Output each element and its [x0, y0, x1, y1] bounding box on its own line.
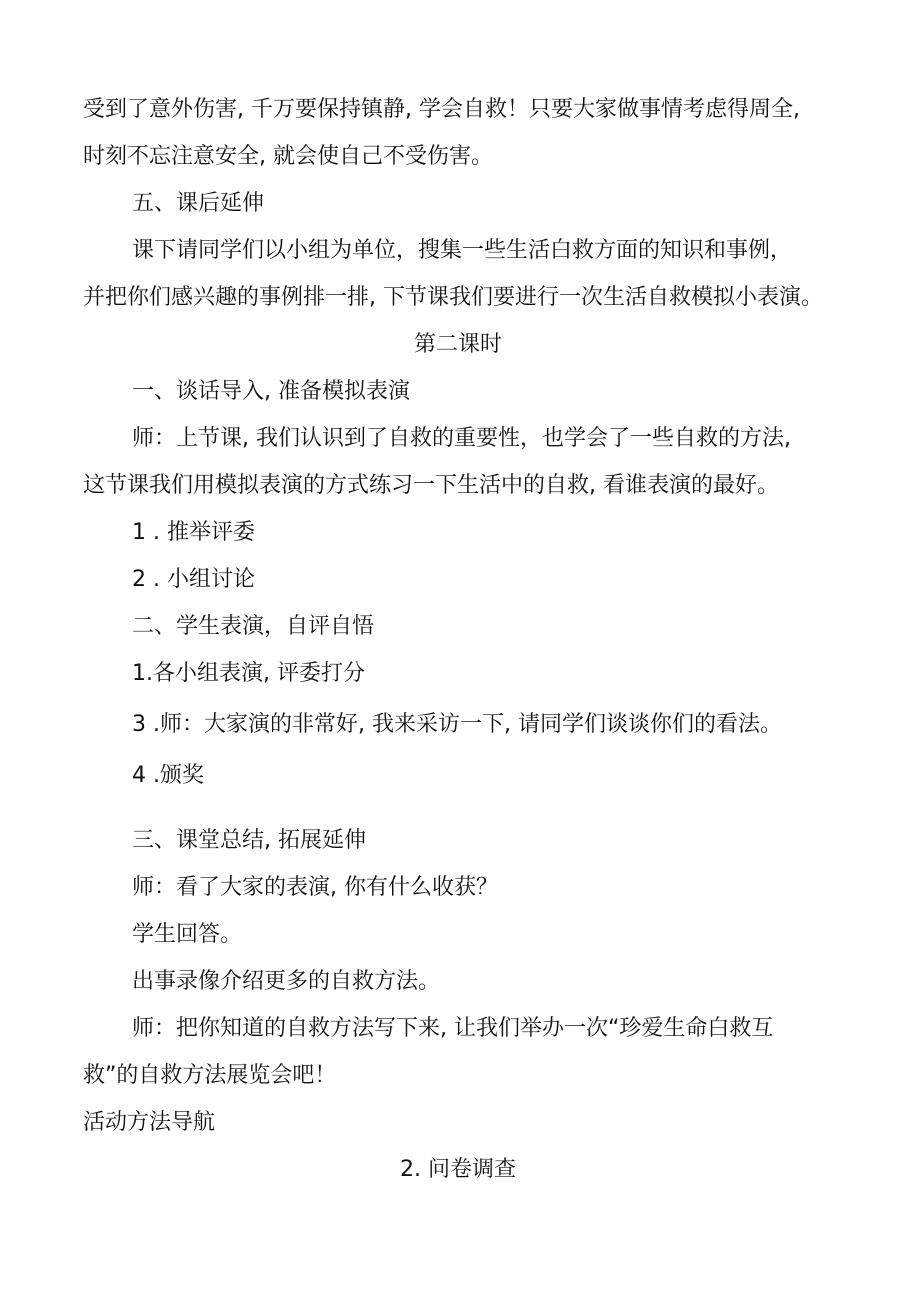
section-heading: 五、课后延伸	[132, 191, 265, 216]
paragraph-line: 师：看了大家的表演, 你有什么收获？	[132, 875, 498, 900]
paragraph-line: 课下请同学们以小组为单位，搜集一些生活白救方面的知识和事例，	[132, 238, 793, 263]
list-item: 1.各小组表演, 评委打分	[132, 661, 365, 686]
paragraph-line: 这节课我们用模拟表演的方式练习一下生活中的自救, 看谁表演的最好。	[83, 473, 779, 498]
section-heading: 一、谈话导入, 准备模拟表演	[132, 379, 410, 404]
paragraph-line: 师：把你知道的自救方法写下来, 让我们举办一次“珍爱生命白救互	[132, 1016, 774, 1041]
paragraph-line: 受到了意外伤害, 千万要保持镇静, 学会自救！只要大家做事情考虑得周全,	[83, 97, 800, 122]
paragraph-line: 学生回答。	[132, 922, 243, 947]
paragraph-line: 时刻不忘注意安全, 就会使自己不受伤害。	[83, 144, 493, 169]
list-item: 4 .颁奖	[132, 763, 204, 788]
sub-heading: 2. 问卷调查	[400, 1157, 516, 1182]
list-item: 1 . 推举评委	[132, 520, 255, 545]
section-heading: 二、学生表演，自评自悟	[132, 614, 375, 639]
paragraph-line: 出事录像介绍更多的自救方法。	[132, 969, 441, 994]
nav-heading: 活动方法导航	[83, 1110, 216, 1135]
list-item: 3 .师：大家演的非常好, 我来采访一下, 请同学们谈谈你们的看法。	[132, 712, 782, 737]
paragraph-line: 救”的自救方法展览会吧！	[83, 1063, 337, 1088]
lesson-title: 第二课时	[414, 332, 503, 357]
section-heading: 三、课堂总结, 拓展延伸	[132, 828, 366, 853]
paragraph-line: 师：上节课, 我们认识到了自救的重要性，也学会了一些自救的方法,	[132, 426, 791, 451]
paragraph-line: 并把你们感兴趣的事例排一排, 下节课我们要进行一次生活自救模拟小表演。	[83, 285, 823, 310]
list-item: 2 . 小组讨论	[132, 567, 255, 592]
